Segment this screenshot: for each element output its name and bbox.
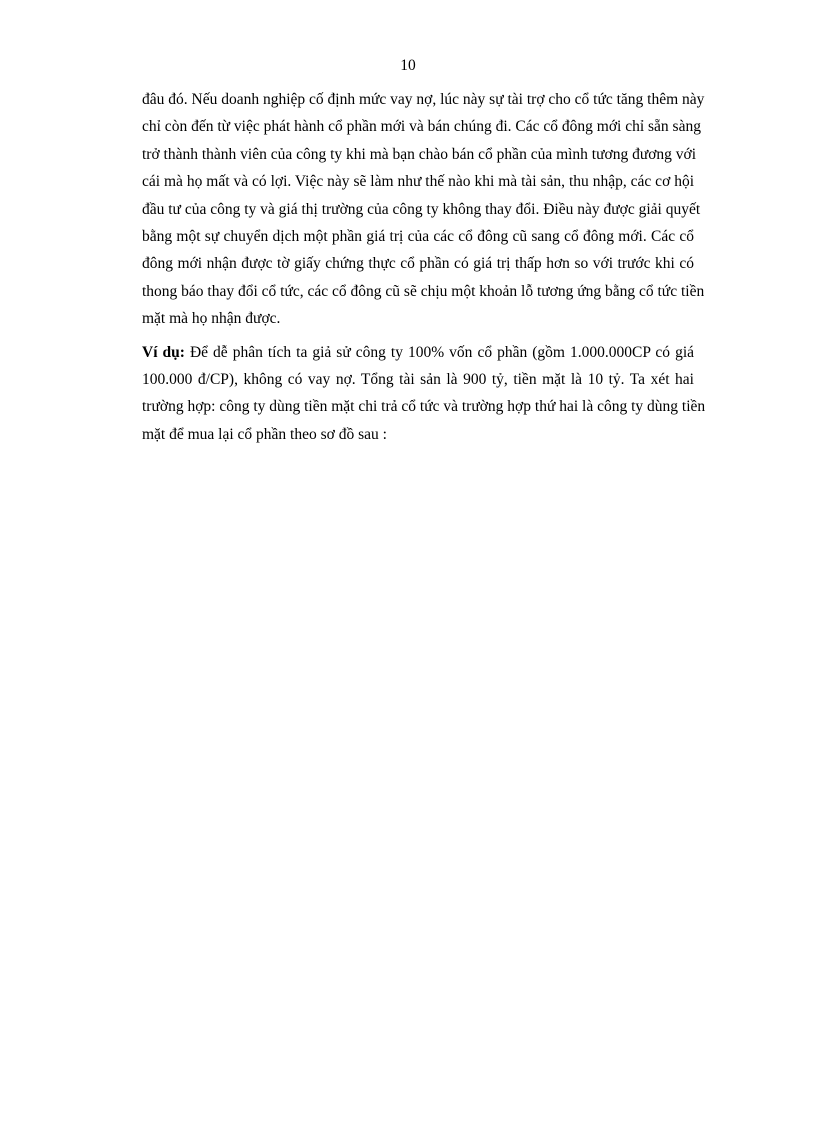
text-line-with-lead <box>142 339 694 366</box>
text-line: bằng một sự chuyển dịch một phần giá trị của các cổ đông cũ sang cổ đông mới. Các cổ <box>142 228 694 246</box>
text-line: thong báo thay đổi cổ tức, các cổ đông cũ sẽ chịu một khoản lỗ tương ứng bằng cổ tức tiền <box>142 282 705 300</box>
text-line: mặt mà họ nhận được. <box>142 310 281 328</box>
paragraph-dividend-theory <box>142 86 705 333</box>
text-line: chỉ còn đến từ việc phát hành cổ phần mới và bán chúng đi. Các cổ đông mới chỉ sẵn sàng <box>142 118 701 136</box>
text-line: trở thành thành viên của công ty khi mà bạn chào bán cổ phần của mình tương đương với <box>142 145 697 163</box>
document-body <box>142 86 706 448</box>
text-line: đâu đó. Nếu doanh nghiệp cố định mức vay nợ, lúc này sự tài trợ cho cổ tức tăng thêm này <box>142 91 705 108</box>
text-line: cái mà họ mất và có lợi. Việc này sẽ làm như thế nào khi mà tài sản, thu nhập, các cơ hội <box>142 173 694 191</box>
text-line: đầu tư của công ty và giá thị trường của công ty không thay đổi. Điều này được giải quyết <box>142 200 701 218</box>
text-line: 100.000 đ/CP), không có vay nợ. Tổng tài sản là 900 tỷ, tiền mặt là 10 tỷ. Ta xét hai <box>142 371 694 389</box>
text-line: mặt để mua lại cổ phần theo sơ đồ sau : <box>142 425 387 443</box>
page-number: 10 <box>400 57 416 74</box>
text-line: Để dễ phân tích ta giả sử công ty 100% vốn cổ phần (gồm 1.000.000CP có giá <box>184 343 695 361</box>
example-lead: Ví dụ: <box>142 343 185 361</box>
paragraph-example <box>142 339 706 449</box>
text-line: trường hợp: công ty dùng tiền mặt chi trả cổ tức và trường hợp thứ hai là công ty dùng tiền <box>142 398 706 416</box>
text-line: đông mới nhận được tờ giấy chứng thực cổ phần có giá trị thấp hơn so với trước khi có <box>142 255 694 273</box>
